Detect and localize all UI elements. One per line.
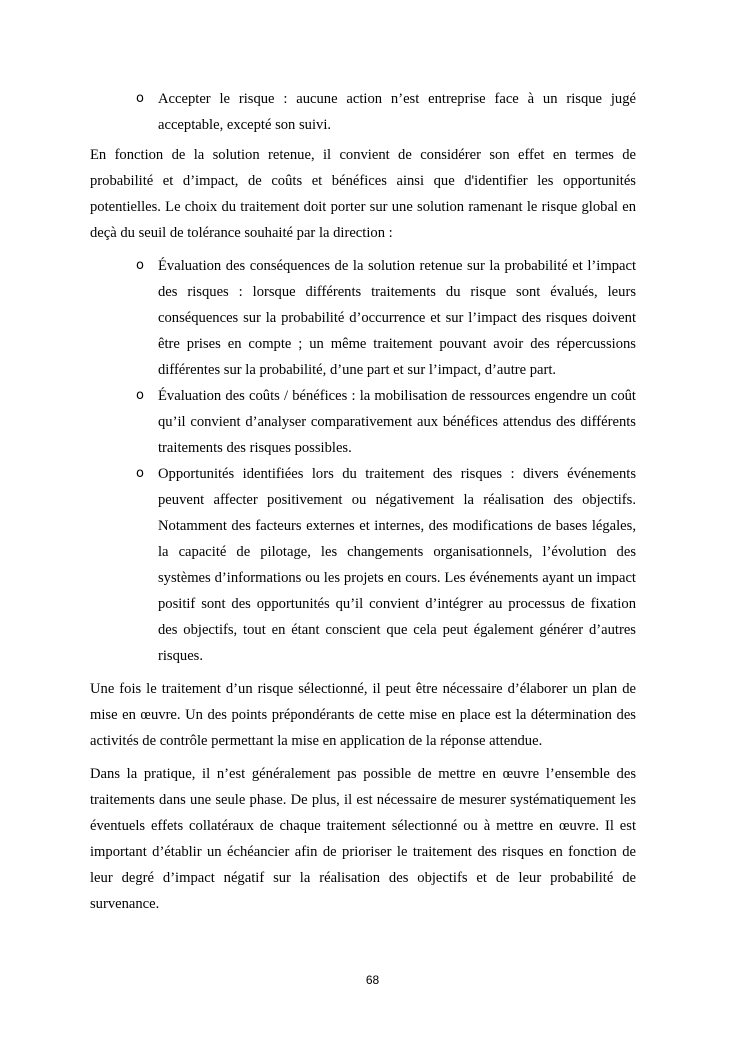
bullet-list-evaluations	[90, 253, 636, 669]
list-item	[136, 253, 636, 383]
bullet-icon: o	[136, 388, 144, 403]
list-item	[136, 461, 636, 669]
bullet-list-accept-risk	[90, 86, 636, 138]
list-item	[136, 383, 636, 461]
document-page	[90, 86, 636, 924]
list-item-text: Évaluation des coûts / bénéfices : la mobilisation de ressources engendre un coût qu’il convient d’analyser comparativement aux bénéfices attendus des différents traitements des risques possibles.	[158, 388, 636, 456]
list-item-text: Opportunités identifiées lors du traitement des risques : divers événements peuvent affecter positivement ou négativement la réalisation des objectifs. Notamment des facteurs externes et internes, des modifications de bases légales, la capacité de pilotage, les changements organisationnels, l’évolution des systèmes d’informations ou les projets en cours. Les événements ayant un impact positif sont des opportunités qu’il convient d’intégrer au processus de fixation des objectifs, tout en étant conscient que cela peut également générer d’autres risques.	[158, 466, 636, 664]
bullet-icon: o	[136, 466, 144, 481]
paragraph-solution-effect: En fonction de la solution retenue, il convient de considérer son effet en termes de probabilité et d’impact, de coûts et bénéfices ainsi que d'identifier les opportunités potentielles. Le choix du traitement doit porter sur une solution ramenant le risque global en deçà du seuil de tolérance souhaité par la direction :	[90, 147, 636, 241]
bullet-icon: o	[136, 258, 144, 273]
list-item	[136, 86, 636, 138]
list-item-text: Évaluation des conséquences de la solution retenue sur la probabilité et l’impact des risques : lorsque différents traitements du risque sont évalués, leurs conséquences sur la probabilité d’occurrence et sur l’impact des risques doivent être prises en compte ; un même traitement pouvant avoir des répercussions différentes sur la probabilité, d’une part et sur l’impact, d’autre part.	[158, 258, 636, 378]
page-number: 68	[365, 973, 380, 987]
bullet-icon: o	[136, 91, 144, 106]
paragraph-implementation-plan: Une fois le traitement d’un risque sélectionné, il peut être nécessaire d’élaborer un plan de mise en œuvre. Un des points prépondérants de cette mise en place est la détermination des activités de contrôle permettant la mise en application de la réponse attendue.	[90, 681, 636, 749]
list-item-text: Accepter le risque : aucune action n’est entreprise face à un risque jugé acceptable, excepté son suivi.	[158, 91, 636, 133]
paragraph-in-practice: Dans la pratique, il n’est généralement pas possible de mettre en œuvre l’ensemble des traitements dans une seule phase. De plus, il est nécessaire de mesurer systématiquement les éventuels effets collatéraux de chaque traitement sélectionné ou à mettre en œuvre. Il est important d’établir un échéancier afin de prioriser le traitement des risques en fonction de leur degré d’impact négatif sur la réalisation des objectifs et de leur probabilité de survenance.	[90, 766, 636, 912]
